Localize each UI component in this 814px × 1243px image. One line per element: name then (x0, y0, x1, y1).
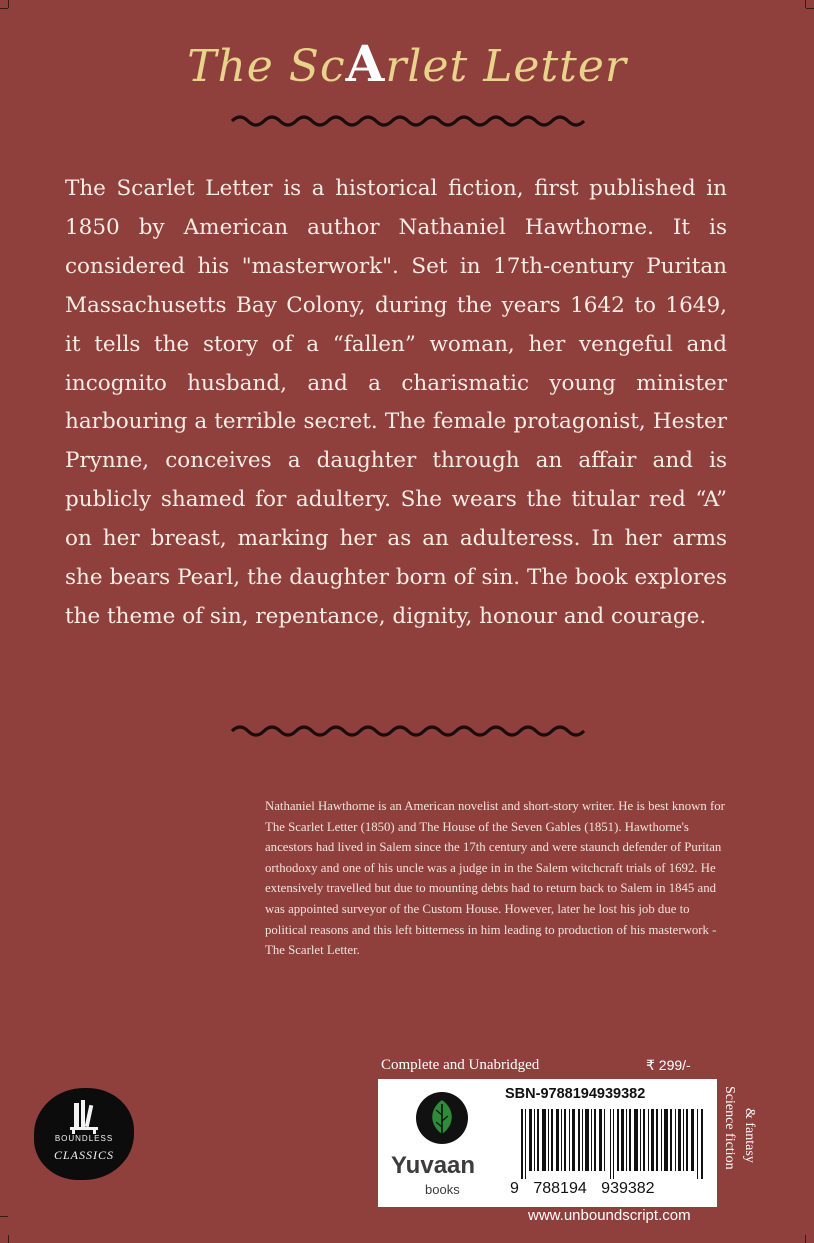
barcode-number: 9 788194 939382 (510, 1180, 655, 1197)
imprint-name: Yuvaan (391, 1152, 476, 1179)
crop-mark (795, 1235, 806, 1243)
genre-label (720, 1086, 766, 1206)
crop-mark (8, 1235, 19, 1243)
barcode-panel (378, 1079, 717, 1207)
crop-mark (806, 8, 814, 9)
imprint-sub: books (425, 1182, 460, 1197)
book-title (0, 34, 814, 93)
genre-line-1: Science fiction (722, 1086, 737, 1170)
logo-line-1: BOUNDLESS (54, 1134, 114, 1143)
crop-mark (795, 0, 806, 8)
genre-line-2: & fantasy (742, 1108, 757, 1163)
author-bio: Nathaniel Hawthorne is an American novelist and short-story writer. He is best known for The Scarlet Letter (1850) and The House of the Seven Gables (1851). Hawthorne's ancestors had lived in Salem since the 17th century and were staunch defender of Puritan orthodoxy and one of his uncle was a judge in in the Salem witchcraft trials of 1692. He extensively travelled but due to mounting debts had to return back to Salem in 1845 and was appointed surveyor of the Custom House. However, later he lost his job due to political reasons and this left bitterness in him leading to production of his masterwork - The Scarlet Letter. (265, 799, 725, 958)
wave-divider-top (230, 114, 586, 128)
publisher-logo (34, 1088, 134, 1180)
leaf-icon (415, 1091, 469, 1145)
title-part-1: The Sc (187, 41, 346, 92)
book-blurb: The Scarlet Letter is a historical fiction, first published in 1850 by American author Nathaniel Hawthorne. It is considered his "masterwork". Set in 17th-century Puritan Massachusetts Bay Colony, during the years 1642 to 1649, it tells the story of a “fallen” woman, her vengeful and incognito husband, and a charismatic young minister harbouring a terrible secret. The female protagonist, Hester Prynne, conceives a daughter through an affair and is publicly shamed for adultery. She wears the titular red “A” on her breast, marking her as an adulteress. In her arms she bears Pearl, the daughter born of sin. The book explores the theme of sin, repentance, dignity, honour and courage. (65, 176, 727, 629)
logo-line-2: CLASSICS (53, 1148, 114, 1162)
website-link[interactable]: www.unboundscript.com (528, 1207, 691, 1224)
price-label: ₹ 299/- (646, 1057, 691, 1073)
book-stack-icon (70, 1100, 98, 1134)
crop-mark (0, 1216, 8, 1217)
title-highlight-letter: A (345, 34, 386, 93)
barcode (521, 1109, 707, 1179)
isbn-label: SBN-9788194939382 (505, 1086, 646, 1102)
crop-mark (0, 8, 8, 9)
crop-mark (8, 0, 19, 8)
title-part-2: rlet Letter (385, 41, 627, 92)
edition-label: Complete and Unabridged (381, 1057, 540, 1073)
wave-divider-bottom (230, 724, 586, 738)
